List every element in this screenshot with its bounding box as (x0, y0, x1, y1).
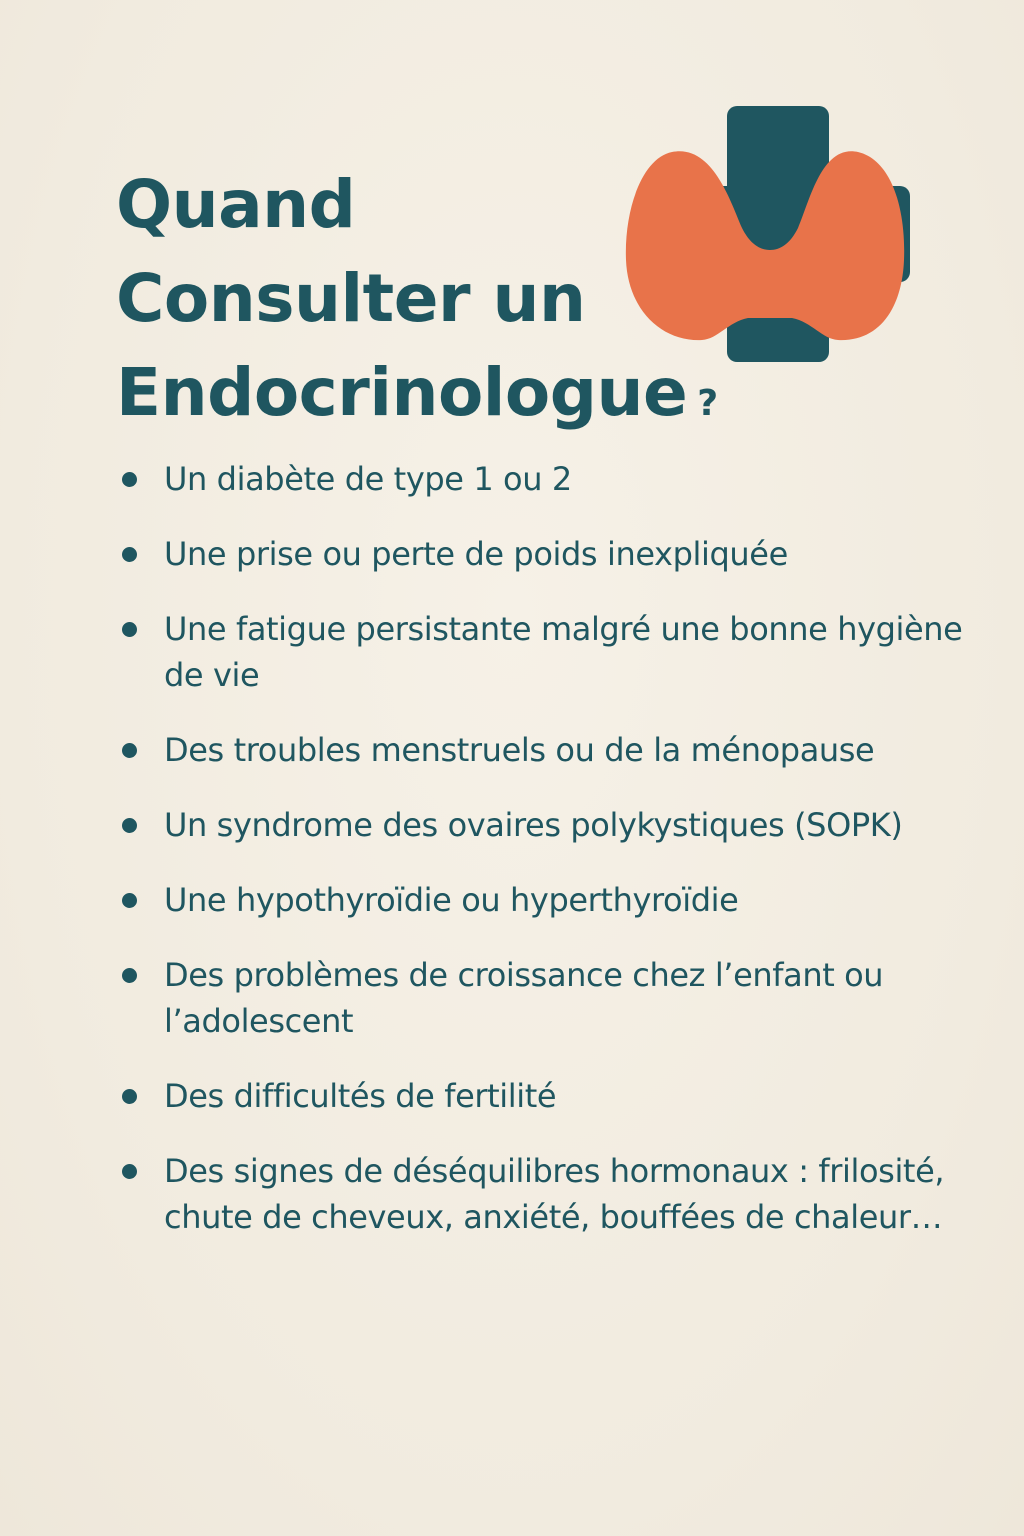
list-item-text: Des difficultés de fertilité (164, 1077, 557, 1115)
list-item (120, 727, 1000, 773)
list-item-text: Un diabète de type 1 ou 2 (164, 460, 572, 498)
indication-list (120, 456, 1000, 1269)
list-item (120, 606, 1000, 698)
list-item (120, 531, 1000, 577)
list-item (120, 802, 1000, 848)
list-item-text: Un syndrome des ovaires polykystiques (SOPK) (164, 806, 903, 844)
list-item-text: Des problèmes de croissance chez l’enfant ou l’adolescent (164, 956, 884, 1040)
bullet-icon (122, 547, 137, 562)
bullet-icon (122, 1164, 137, 1179)
title-line-1: Quand (116, 166, 356, 243)
bullet-icon (122, 818, 137, 833)
list-item (120, 456, 1000, 502)
list-item-text: Des signes de déséquilibres hormonaux : frilosité, chute de cheveux, anxiété, bouffées de chaleur… (164, 1152, 945, 1236)
list-item-text: Une hypothyroïdie ou hyperthyroïdie (164, 881, 739, 919)
thyroid-cross-icon (620, 100, 920, 370)
list-item (120, 952, 1000, 1044)
list-item (120, 877, 1000, 923)
bullet-icon (122, 1089, 137, 1104)
bullet-icon (122, 743, 137, 758)
bullet-icon (122, 968, 137, 983)
list-item-text: Une prise ou perte de poids inexpliquée (164, 535, 788, 573)
list-item-text: Des troubles menstruels ou de la ménopause (164, 731, 875, 769)
bullet-icon (122, 472, 137, 487)
list-item (120, 1073, 1000, 1119)
title-line-3-text: Endocrinologue (116, 354, 688, 431)
title-question-mark: ? (697, 383, 718, 424)
list-item-text: Une fatigue persistante malgré une bonne hygiène de vie (164, 610, 963, 694)
list-item (120, 1148, 1000, 1240)
bullet-icon (122, 622, 137, 637)
bullet-icon (122, 893, 137, 908)
title-line-2: Consulter un (116, 260, 586, 337)
